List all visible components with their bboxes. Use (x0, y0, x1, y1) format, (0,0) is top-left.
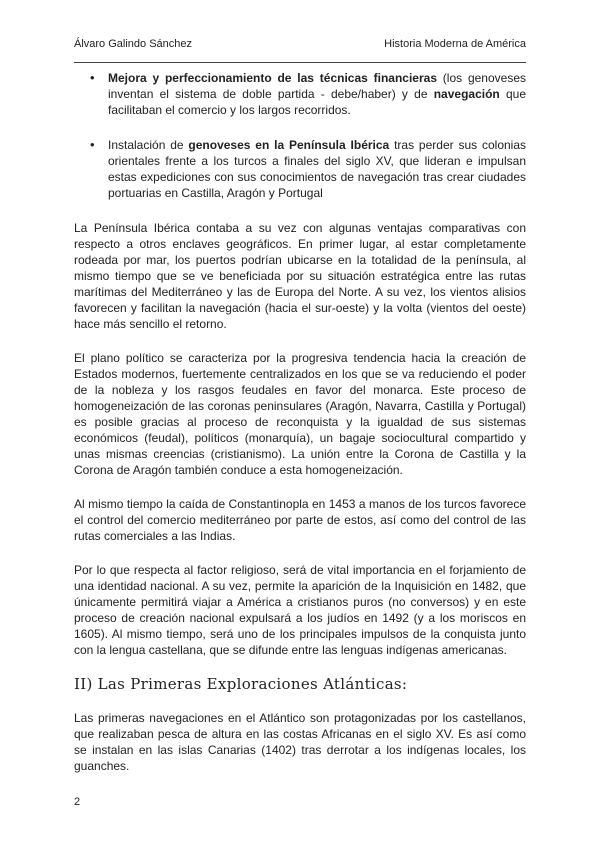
header-course: Historia Moderna de América (384, 38, 526, 50)
paragraph-political: El plano político se caracteriza por la progresiva tendencia hacia la creación de Estados modernos, fuertemente centralizados en los que se va reduciendo el poder de la nobleza y los rasgos feudales en favor del monarca. Este proceso de homogeneización de las coronas peninsulares (Aragón, Navarra, Castilla y Portugal) es posible gracias al proceso de reconquista y la igualdad de sus sistemas económicos (feudal), políticos (monarquía), un bagaje sociocultural compartido y unas mismas creencias (cristianismo). La unión entre la Corona de Castilla y la Corona de Aragón también conduce a esta homogeneización. (74, 351, 526, 477)
bold-financial-techniques: Mejora y perfeccionamiento de las técnicas financieras (108, 71, 437, 85)
paragraph-constantinople: Al mismo tiempo la caída de Constantinopla en 1453 a manos de los turcos favorece el control del comercio mediterráneo por parte de estos, así como del control de las rutas comerciales a las Indias. (74, 497, 526, 543)
page-number: 2 (74, 796, 81, 808)
bullet-item-financial (108, 70, 526, 118)
paragraph-iberian-advantages: La Península Ibérica contaba a su vez con algunas ventajas comparativas con respecto a otros enclaves geográficos. En primer lugar, al estar completamente rodeada por mar, los puertos podrían ubicarse en la totalidad de la península, al mismo tiempo que se ve beneficiada por su situación estratégica entre las rutas marítimas del Mediterráneo y las de Europa del Norte. A su vez, los vientos alisios favorecen y facilitan la navegación (hacia el sur-oeste) y la volta (vientos del oeste) hace más sencillo el retorno. (74, 221, 526, 331)
header-author: Álvaro Galindo Sánchez (74, 38, 193, 50)
bullet-text: Instalación de (108, 138, 189, 152)
bullet-item-genoese (108, 137, 526, 201)
bullet-text: (los genoveses inventan el sistema de doble partida - debe/haber) y de (108, 71, 526, 101)
bullet-text: tras perder sus colonias orientales frente a los turcos a finales del siglo XV, que lideran e impulsan estas expediciones con sus conocimientos de navegación tras crear ciudades portuarias en Castilla, Aragón y Portugal (108, 138, 527, 200)
bold-navigation: navegación (433, 87, 500, 101)
bullet-list (74, 70, 526, 201)
bold-genoese: genoveses en la Península Ibérica (188, 138, 390, 152)
document-body (74, 70, 526, 792)
bullet-text: que facilitaban el comercio y los largos recorridos. (108, 87, 526, 117)
paragraph-atlantic: Las primeras navegaciones en el Atlántico son protagonizadas por los castellanos, que realizaban pesca de altura en las costas Africanas en el siglo XV. Es así como se instalan en las islas Canarias (1402) tras derrotar a los indígenas locales, los guanches. (74, 711, 526, 773)
section-heading: II) Las Primeras Exploraciones Atlánticas: (74, 675, 408, 693)
paragraph-religious: Por lo que respecta al factor religioso, será de vital importancia en el forjamiento de una identidad nacional. A su vez, permite la aparición de la Inquisición en 1482, que únicamente permitirá viajar a América a cristianos puros (no conversos) y en este proceso de creación nacional expulsará a los judíos en 1492 (y a los moriscos en 1605). Al mismo tiempo, será uno de los principales impulsos de la conquista junto con la lengua castellana, que se difunde entre las lenguas indígenas americanas. (74, 563, 526, 657)
header-rule (74, 62, 526, 63)
